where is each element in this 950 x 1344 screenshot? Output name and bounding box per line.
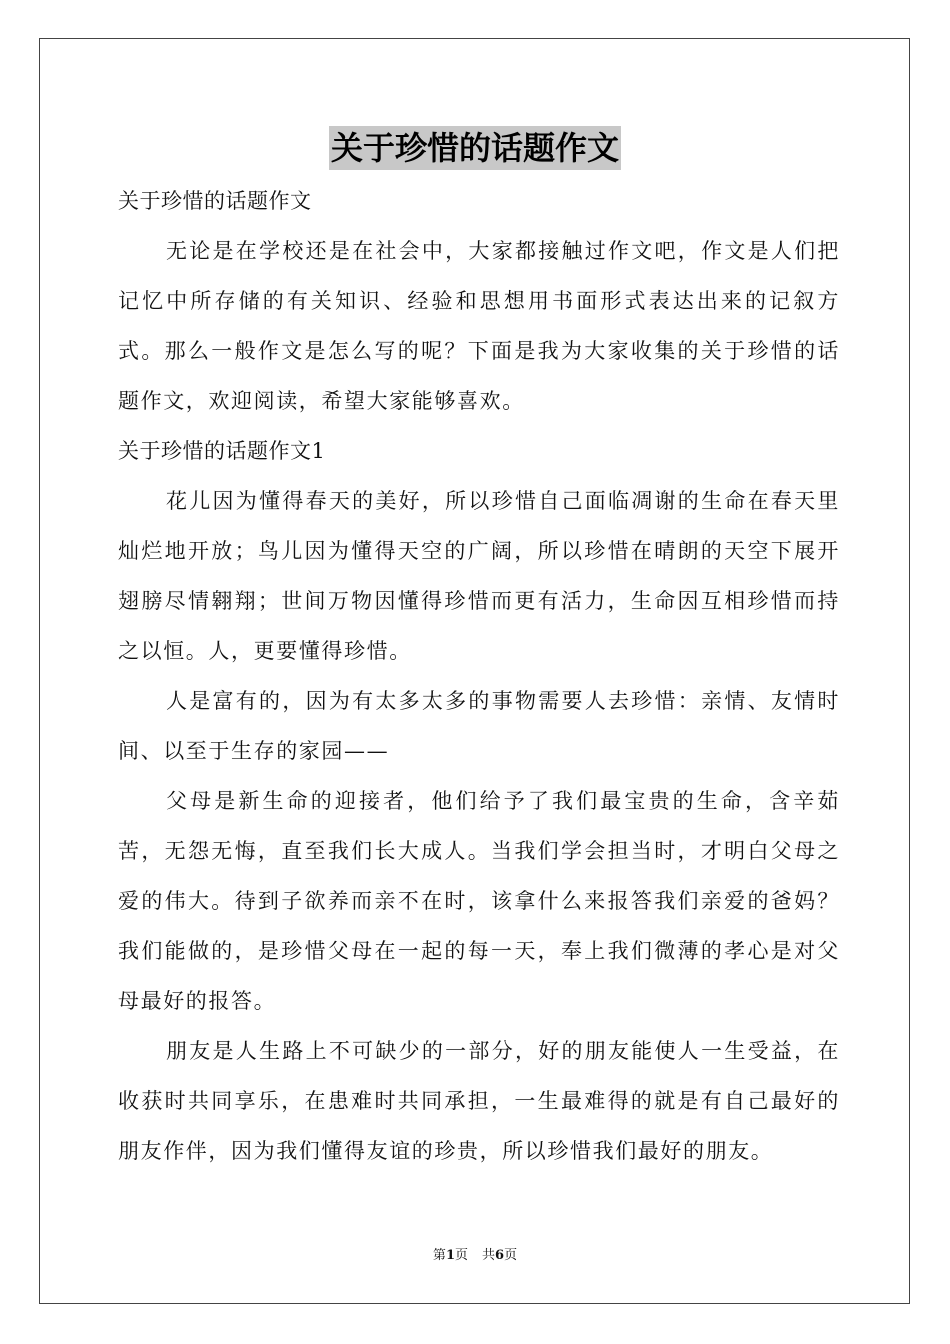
document-title: 关于珍惜的话题作文: [329, 126, 621, 170]
document-body: [118, 176, 840, 1176]
body-paragraph: 朋友是人生路上不可缺少的一部分，好的朋友能使人一生受益，在收获时共同享乐，在患难时共同承担，一生最难得的就是有自己最好的朋友作伴，因为我们懂得友谊的珍贵，所以珍惜我们最好的朋友。: [118, 1039, 840, 1163]
page-number-prefix: 第: [432, 1248, 446, 1263]
body-paragraph: 父母是新生命的迎接者，他们给予了我们最宝贵的生命，含辛茹苦，无怨无悔，直至我们长大成人。当我们学会担当时，才明白父母之爱的伟大。待到子欲养而亲不在时，该拿什么来报答我们亲爱的爸妈？我们能做的，是珍惜父母在一起的每一天，奉上我们微薄的孝心是对父母最好的报答。: [118, 789, 840, 1013]
page-number-current: 1: [445, 1248, 455, 1263]
body-paragraph: 花儿因为懂得春天的美好，所以珍惜自己面临凋谢的生命在春天里灿烂地开放；鸟儿因为懂得天空的广阔，所以珍惜在晴朗的天空下展开翅膀尽情翱翔；世间万物因懂得珍惜而更有活力，生命因互相珍惜而持之以恒。人，更要懂得珍惜。: [118, 489, 840, 663]
page-total-count: 6: [495, 1248, 505, 1263]
body-paragraph: 人是富有的，因为有太多太多的事物需要人去珍惜：亲情、友情时间、以至于生存的家园——: [118, 689, 840, 763]
page-number-suffix: 页: [454, 1248, 468, 1263]
title-container: [0, 126, 950, 170]
page-total-prefix: 共: [482, 1248, 496, 1263]
page-footer: [0, 1247, 950, 1265]
section-heading: 关于珍惜的话题作文1: [118, 439, 326, 463]
page-total-suffix: 页: [504, 1248, 518, 1263]
body-paragraph: 无论是在学校还是在社会中，大家都接触过作文吧，作文是人们把记忆中所存储的有关知识、经验和思想用书面形式表达出来的记叙方式。那么一般作文是怎么写的呢？下面是我为大家收集的关于珍惜的话题作文，欢迎阅读，希望大家能够喜欢。: [118, 239, 840, 413]
section-heading: 关于珍惜的话题作文: [118, 189, 312, 213]
